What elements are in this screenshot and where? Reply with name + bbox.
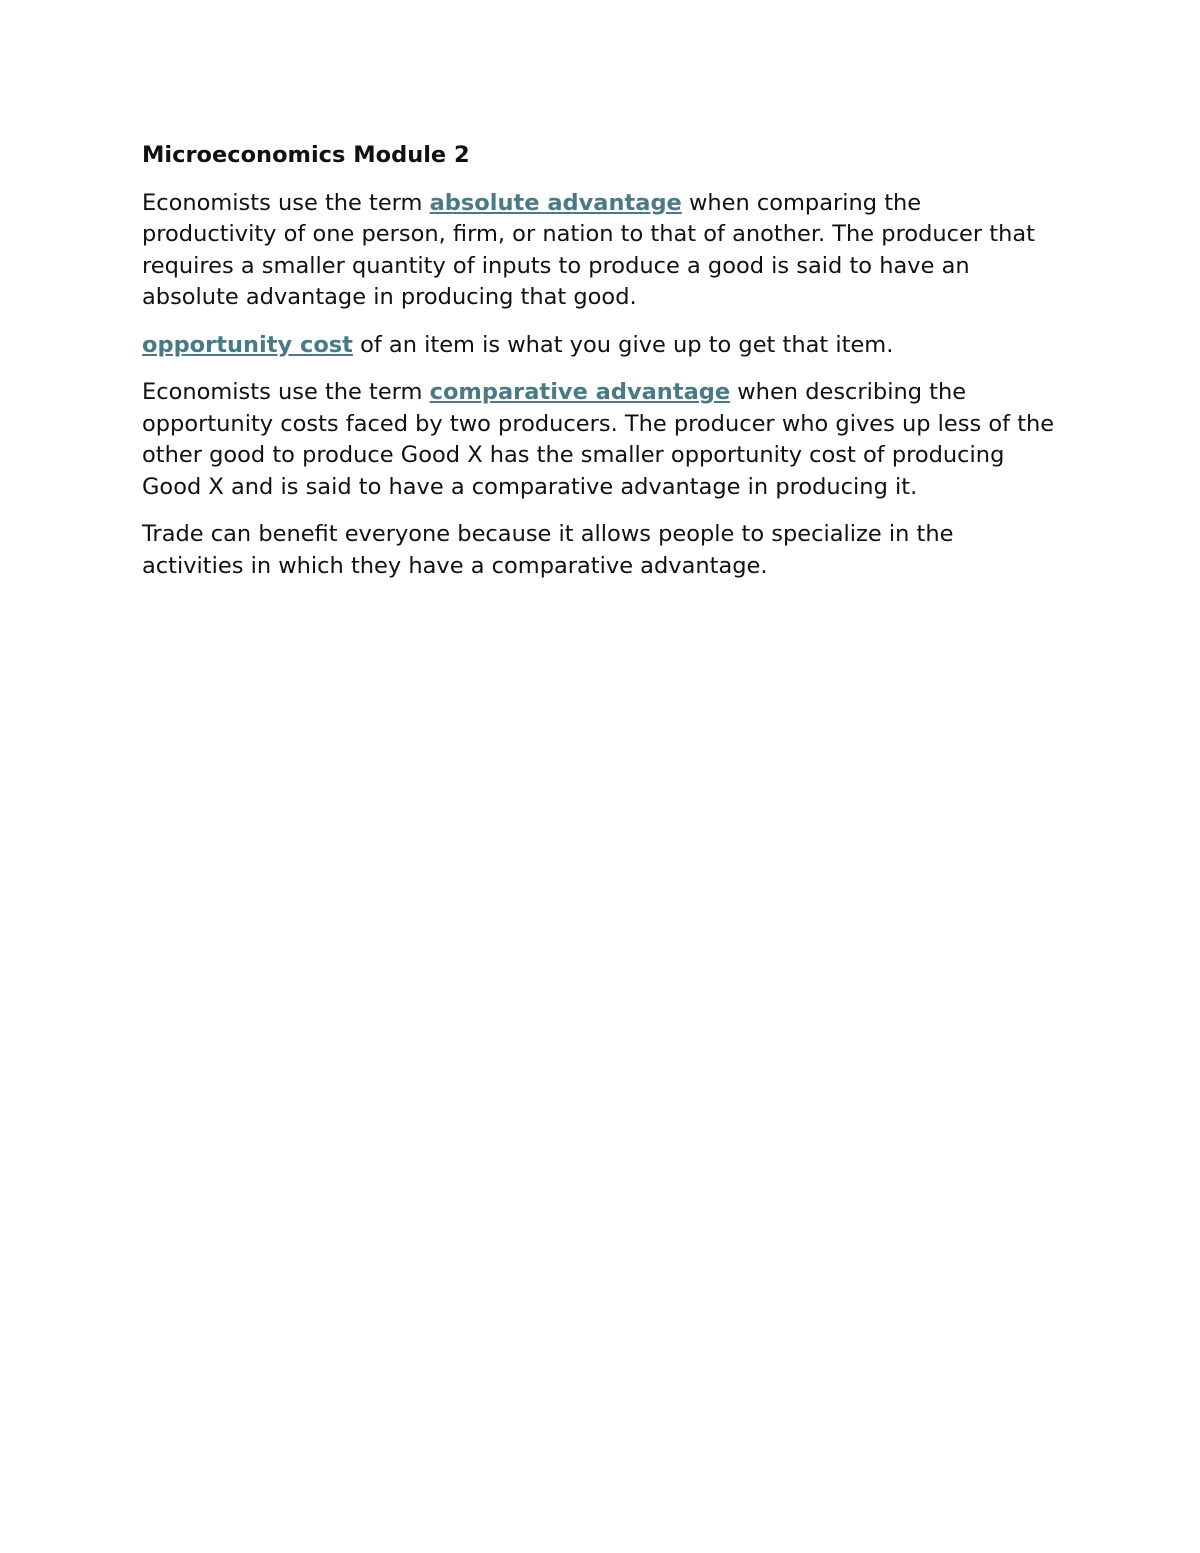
paragraph-text: Economists use the term (142, 189, 430, 216)
comparative-advantage-link[interactable]: comparative advantage (429, 379, 731, 405)
paragraph-text: when describing the opportunity costs faced by two producers. The producer who gives up less of the other good to produce Good X has the smaller opportunity cost of producing Good X and is said to have a comparative advantage in producing it. (142, 379, 1055, 500)
paragraph-absolute-advantage (142, 188, 1057, 314)
absolute-advantage-link[interactable]: absolute advantage (429, 189, 682, 216)
document-title: Microeconomics Module 2 (142, 142, 470, 168)
paragraph-opportunity-cost (142, 330, 1057, 362)
paragraph-comparative-advantage (142, 377, 1057, 503)
paragraph-text: Economists use the term (142, 379, 430, 405)
paragraph-text: when comparing the productivity of one person, firm, or nation to that of another. The producer that requires a smaller quantity of inputs to produce a good is said to have an absolute advantage in producing that good. (142, 189, 1035, 310)
opportunity-cost-link[interactable]: opportunity cost (142, 331, 353, 358)
document-body (142, 140, 1057, 598)
paragraph-text: of an item is what you give up to get that item. (352, 331, 894, 358)
paragraph-trade-benefit: Trade can benefit everyone because it allows people to specialize in the activities in which they have a comparative advantage. (142, 521, 954, 579)
